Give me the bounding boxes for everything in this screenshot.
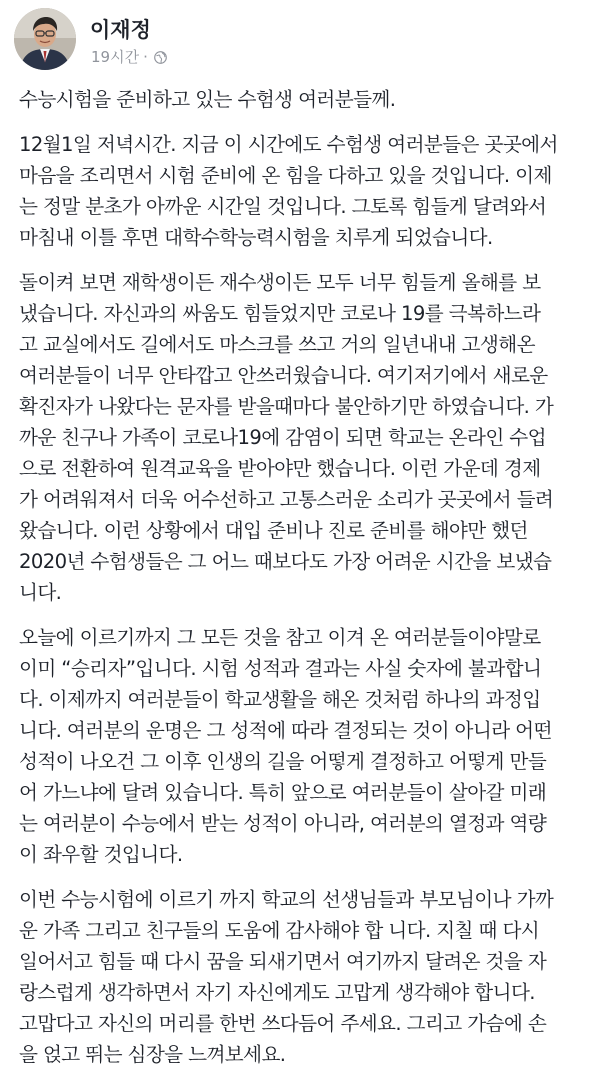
post-paragraph (19, 267, 587, 608)
paragraph-line: 으로 전환하여 원격교육을 받아야만 했습니다. 이런 가운데 경제 (19, 457, 541, 480)
paragraph-line: 어 가느냐에 달려 있습니다. 특히 앞으로 여러분들이 살아갈 미래 (19, 781, 547, 804)
paragraph-line: 수능시험을 준비하고 있는 수험생 여러분들께. (19, 88, 396, 111)
globe-icon[interactable] (154, 50, 167, 63)
post-paragraph (19, 622, 587, 870)
post-meta (91, 46, 167, 67)
paragraph-line: 일어서고 힘들 때 다시 꿈을 되새기면서 여기까지 달려온 것을 자 (19, 950, 547, 973)
paragraph-line: 성적이 나오건 그 이후 인생의 길을 어떻게 결정하고 어떻게 만들 (19, 750, 547, 773)
paragraph-line: 이번 수능시험에 이르기 까지 학교의 선생님들과 부모님이나 가까 (19, 888, 554, 911)
paragraph-line: 확진자가 나왔다는 문자를 받을때마다 불안하기만 하였습니다. 가 (19, 395, 554, 418)
post-time[interactable]: 19시간 (91, 48, 140, 66)
profile-photo-icon (14, 8, 76, 70)
paragraph-line: 마침내 이틀 후면 대학수학능력시험을 치루게 되었습니다. (19, 226, 493, 249)
paragraph-line: 돌이켜 보면 재학생이든 재수생이든 모두 너무 힘들게 올해를 보 (19, 271, 541, 294)
paragraph-line: 왔습니다. 이런 상황에서 대입 준비나 진로 준비를 해야만 했던 (19, 519, 528, 542)
paragraph-line: 다. 이제까지 여러분들이 학교생활을 해온 것처럼 하나의 과정입 (19, 688, 541, 711)
paragraph-line: 랑스럽게 생각하면서 자기 자신에게도 고맙게 생각해야 합니다. (19, 981, 535, 1004)
paragraph-line: 는 여러분이 수능에서 받는 성적이 아니라, 여러분의 열정과 역량 (19, 812, 547, 835)
post-paragraph (19, 84, 587, 115)
paragraph-line: 2020년 수험생들은 그 어느 때보다도 가장 어려운 시간을 보냈습 (19, 550, 552, 573)
avatar[interactable] (14, 8, 76, 70)
paragraph-line: 마음을 조리면서 시험 준비에 온 힘을 다하고 있을 것입니다. 이제 (19, 164, 552, 187)
paragraph-line: 12월1일 저녁시간. 지금 이 시간에도 수험생 여러분들은 곳곳에서 (19, 133, 558, 156)
paragraph-line: 까운 친구나 가족이 코로나19에 감염이 되면 학교는 온라인 수업 (19, 426, 546, 449)
paragraph-line: 오늘에 이르기까지 그 모든 것을 참고 이겨 온 여러분들이야말로 (19, 626, 541, 649)
paragraph-line: 고맙다고 자신의 머리를 한번 쓰다듬어 주세요. 그리고 가슴에 손 (19, 1012, 547, 1035)
paragraph-line: 고 교실에서도 길에서도 마스크를 쓰고 거의 일년내내 고생해온 (19, 333, 535, 356)
author-name[interactable]: 이재정 (90, 18, 151, 42)
paragraph-line: 니다. (19, 581, 62, 604)
meta-separator: · (143, 47, 148, 66)
paragraph-line: 을 얹고 뛰는 심장을 느껴보세요. (19, 1043, 286, 1066)
paragraph-line: 운 가족 그리고 친구들의 도움에 감사해야 합 니다. 지칠 때 다시 (19, 919, 540, 942)
paragraph-line: 이 좌우할 것입니다. (19, 843, 183, 866)
post-paragraph (19, 129, 587, 253)
paragraph-line: 가 어려워져서 더욱 어수선하고 고통스러운 소리가 곳곳에서 들려 (19, 488, 554, 511)
paragraph-line: 는 정말 분초가 아까운 시간일 것입니다. 그토록 힘들게 달려와서 (19, 195, 547, 218)
post-body (19, 84, 587, 1084)
post-header (14, 6, 586, 72)
paragraph-line: 니다. 여러분의 운명은 그 성적에 따라 결정되는 것이 아니라 어떤 (19, 719, 552, 742)
paragraph-line: 이미 “승리자”입니다. 시험 성적과 결과는 사실 숫자에 불과합니 (19, 657, 542, 680)
post-paragraph (19, 884, 587, 1070)
paragraph-line: 냈습니다. 자신과의 싸움도 힘들었지만 코로나 19를 극복하느라 (19, 302, 541, 325)
paragraph-line: 여러분들이 너무 안타깝고 안쓰러웠습니다. 여기저기에서 새로운 (19, 364, 548, 387)
